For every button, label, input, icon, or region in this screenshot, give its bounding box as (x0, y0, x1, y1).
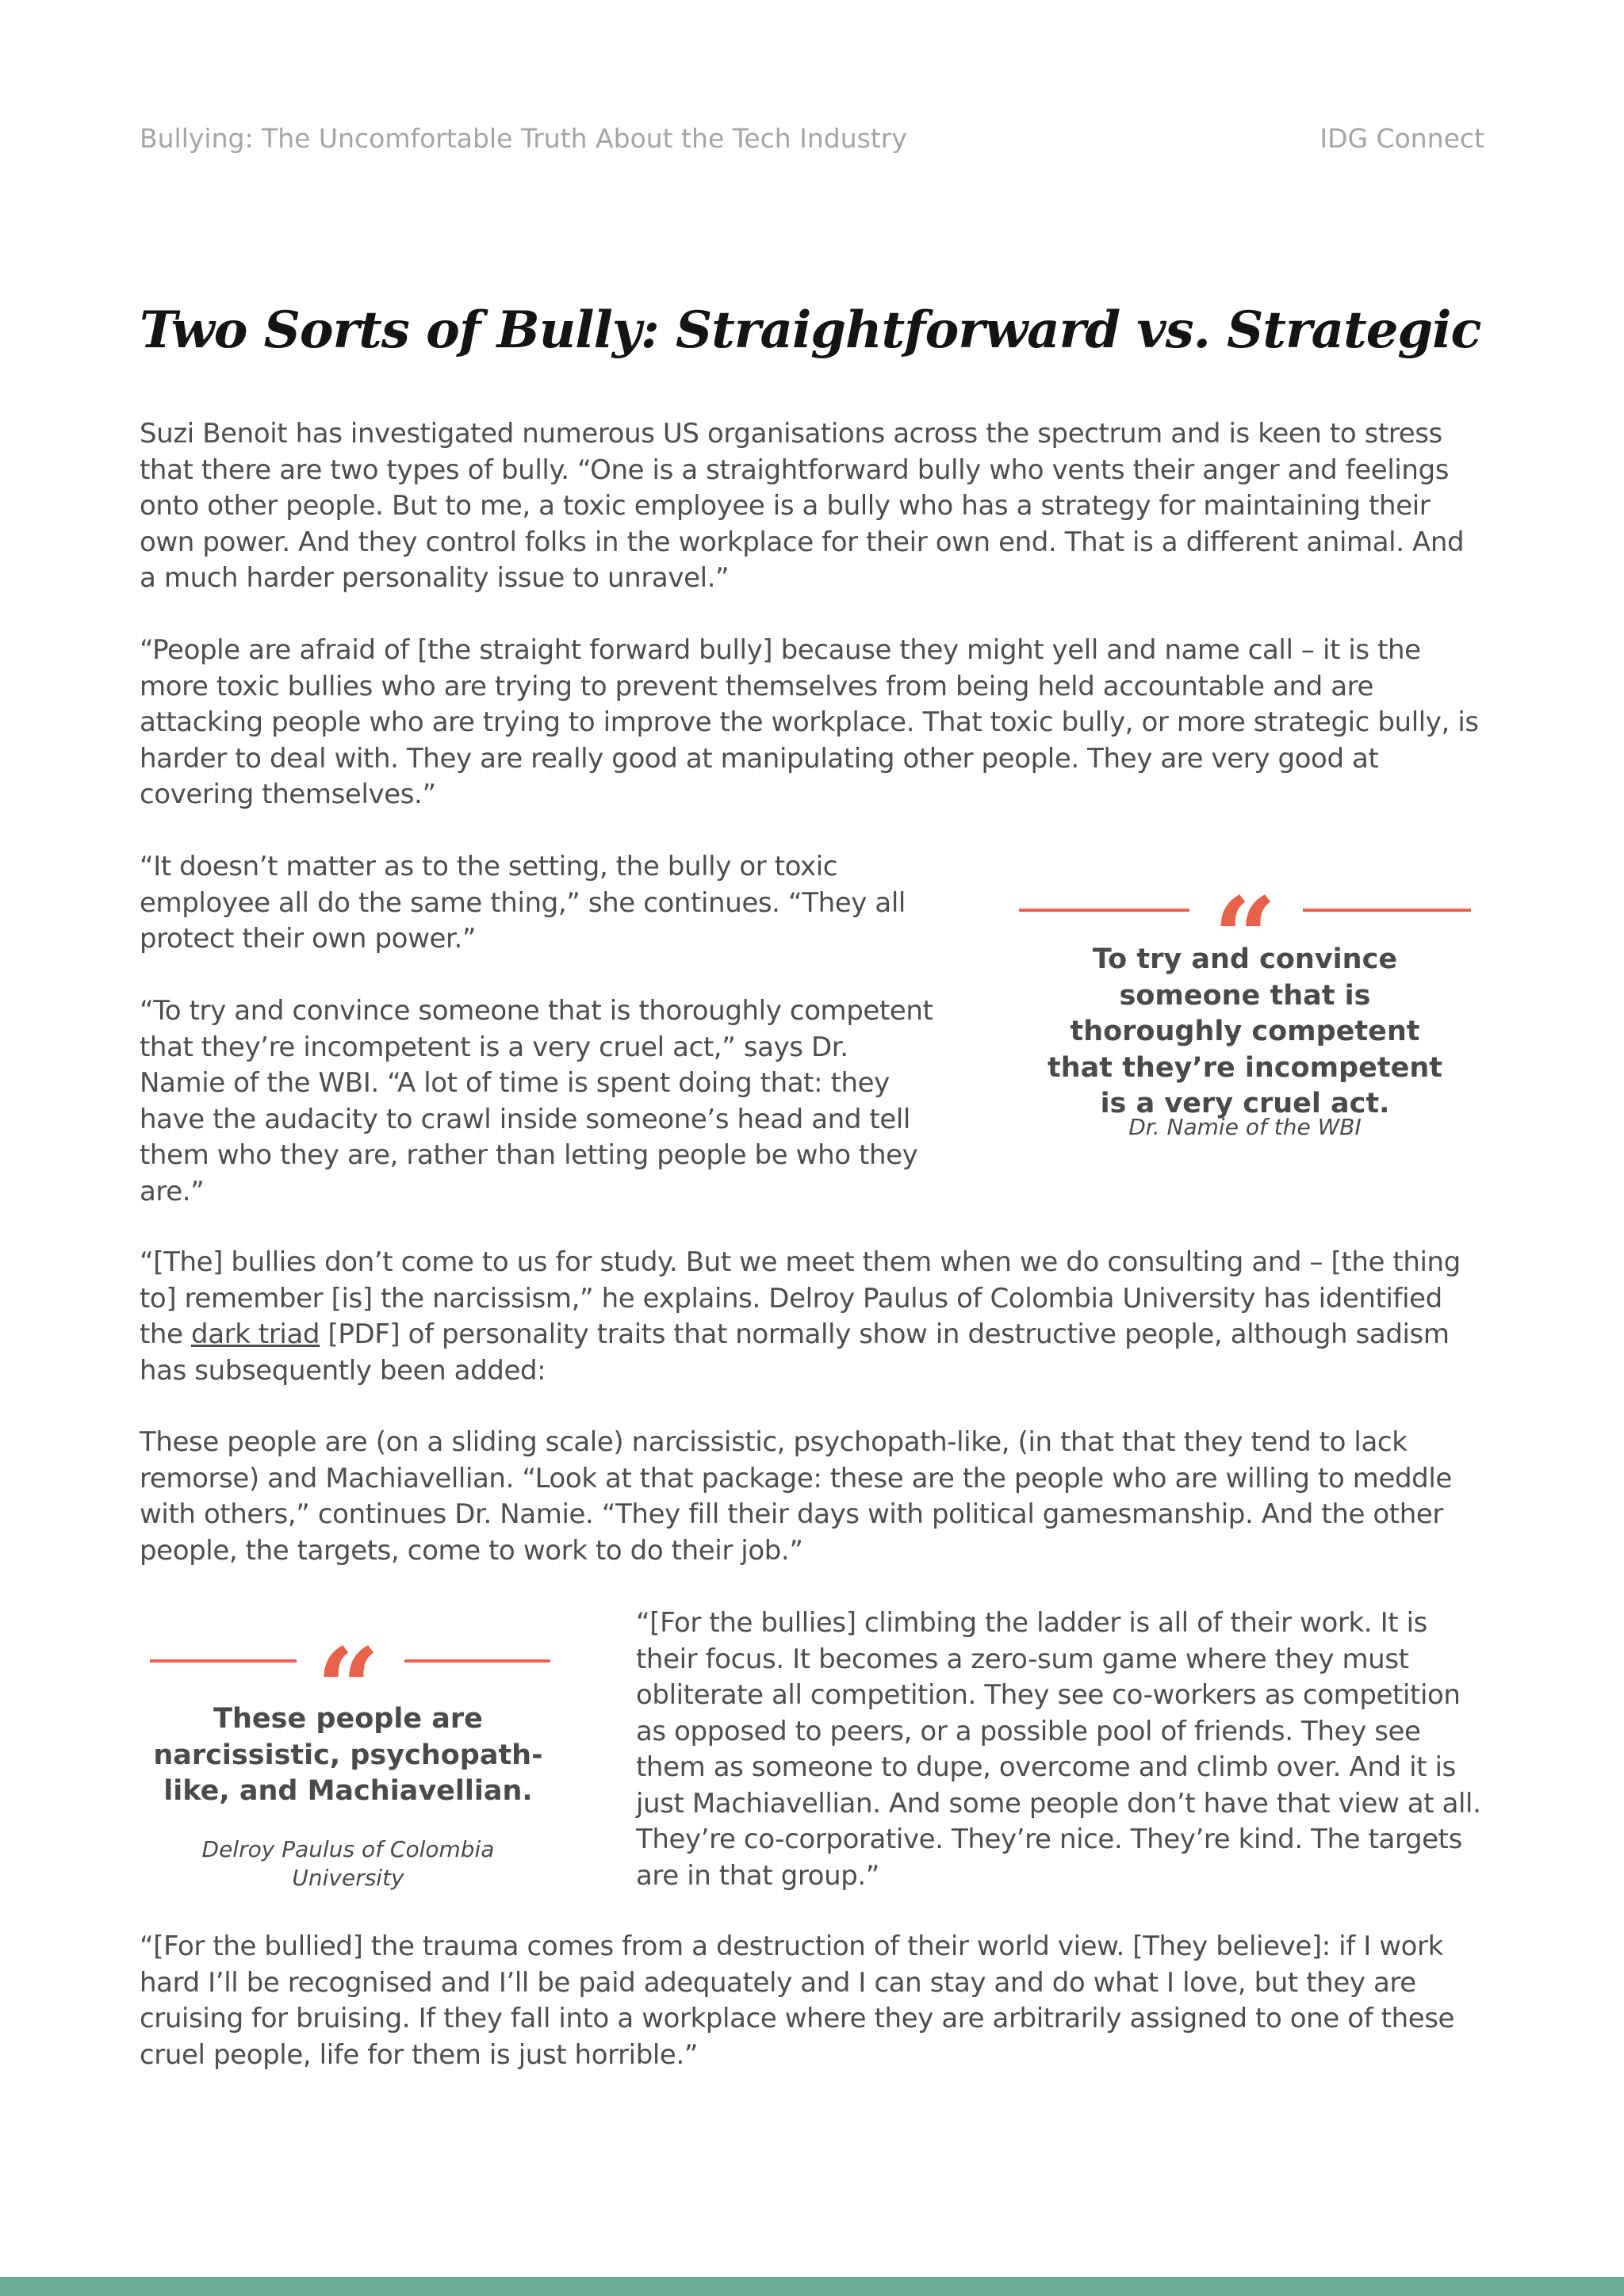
dark-triad-link[interactable]: dark triad (191, 1318, 320, 1350)
paragraph-3: “It doesn’t matter as to the setting, the bully or toxic employee all do the same thing,” she continues. “They all protect their own power.” (140, 851, 906, 955)
pull-quote-attribution: Delroy Paulus of Colombia University (201, 1836, 495, 1891)
paragraph-5-text-after: [PDF] of personality traits that normally show in destructive people, although sadism has subsequently been added: (140, 1318, 1450, 1387)
paragraph-6: These people are (on a sliding scale) narcissistic, psychopath-like, (in that that they tend to lack remorse) and Machiavellian. “Look at that package: these are the people who are willing to meddle with others,” continues Dr. Namie. “They fill their days with political gamesmanship. And the other people, the targets, come to work to do their job.” (140, 1426, 1452, 1567)
pull-quote-attribution: Dr. Namie of the WBI (1128, 1114, 1362, 1140)
pull-quote-rule-right (1303, 909, 1471, 912)
paragraph-4: “To try and convince someone that is thoroughly competent that they’re incompetent is a very cruel act,” says Dr. Namie of the WBI. “A lot of time is spent doing that: they have the audacity to crawl inside someone’s head and tell them who they are, rather than letting people be who they are.” (140, 995, 933, 1207)
paragraph-1: Suzi Benoit has investigated numerous US organisations across the spectrum and is keen to stress that there are two types of bully. “One is a straightforward bully who vents their anger and feelings onto other people. But to me, a toxic employee is a bully who has a strategy for maintaining their own power. And they control folks in the workplace for their own end. That is a different animal. And a much harder personality issue to unravel.” (140, 418, 1465, 594)
pull-quote-rule-right (404, 1659, 550, 1663)
footer-bar (0, 2277, 1624, 2296)
paragraph-7: “[For the bullies] climbing the ladder is all of their work. It is their focus. It becomes a zero-sum game where they must obliterate all competition. They see co-workers as competition as opposed to peers, or a possible pool of friends. They see them as someone to dupe, overcome and climb over. And it is just Machiavellian. And some people don’t have that view at all. They’re co-corporative. They’re nice. They’re kind. The targets are in that group.” (636, 1607, 1481, 1892)
pull-quote-rule-left (150, 1659, 297, 1663)
pull-quote-rule-left (1019, 909, 1189, 912)
quote-mark-icon: “ (316, 1624, 381, 1755)
pull-quote-text: To try and convince someone that is thoroughly competent that they’re incompetent is a very cruel act. (1048, 943, 1442, 1119)
quote-mark-icon: “ (1212, 874, 1277, 1004)
paragraph-8: “[For the bullied] the trauma comes from a destruction of their world view. [They believe]: if I work hard I’ll be recognised and I’ll be paid adequately and I can stay and do what I love, but they are cruising for bruising. If they fall into a workplace where they are arbitrarily assigned to one of these cruel people, life for them is just horrible.” (140, 1931, 1455, 2071)
running-header-publication: IDG Connect (1320, 123, 1484, 154)
paragraph-5-text-before: “[The] bullies don’t come to us for study. But we meet them when we do consulting and – [the thing to] remember [is] the narcissism,” he explains. Delroy Paulus of Colombia University has identified the (140, 1246, 1461, 1350)
paragraph-2: “People are afraid of [the straight forward bully] because they might yell and name call – it is the more toxic bullies who are trying to prevent themselves from being held accountable and are attacking people who are trying to improve the workplace. That toxic bully, or more strategic bully, is harder to deal with. They are really good at manipulating other people. They are very good at covering themselves.” (140, 634, 1479, 810)
paragraph-5 (140, 1245, 1488, 1389)
pull-quote-text: These people are narcissistic, psychopath-like, and Machiavellian. (153, 1703, 543, 1807)
running-header-title: Bullying: The Uncomfortable Truth About the Tech Industry (140, 123, 907, 154)
section-title: Two Sorts of Bully: Straightforward vs. Strategic (140, 300, 1481, 360)
